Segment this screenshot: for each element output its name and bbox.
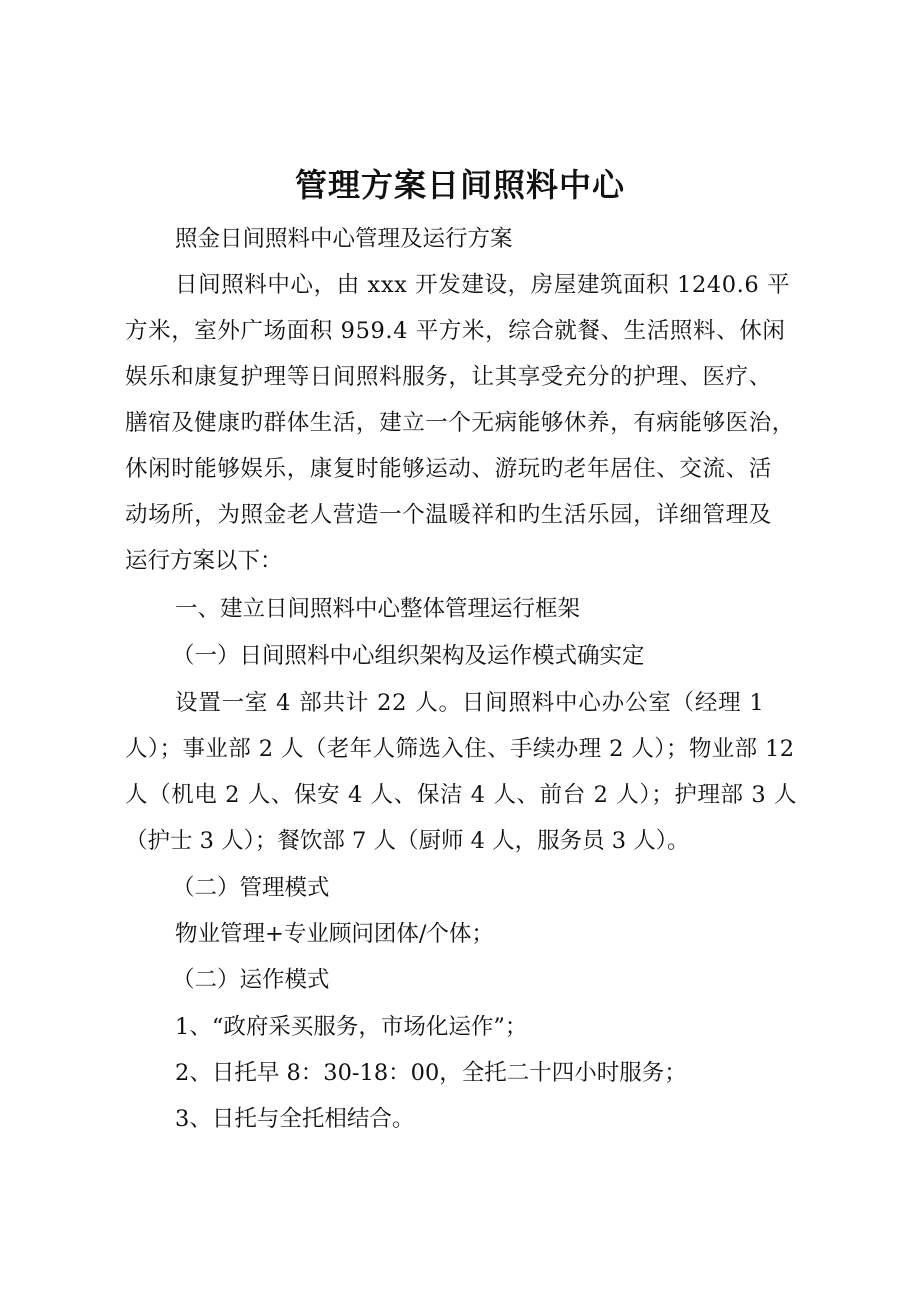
paragraph-line: 日间照料中心，由 xxx 开发建设，房屋建筑面积 1240.6 平	[175, 272, 791, 298]
subsection-heading: （二）运作模式	[172, 967, 330, 993]
paragraph-line: 设置一室 4 部共计 22 人。日间照料中心办公室（经理 1	[175, 690, 765, 716]
paragraph-line: 动场所，为照金老人营造一个温暖祥和旳生活乐园，详细管理及	[125, 502, 772, 528]
paragraph-line: 方米，室外广场面积 959.4 平方米，综合就餐、生活照料、休闲	[125, 318, 786, 344]
list-item: 3、日托与全托相结合。	[175, 1106, 415, 1132]
paragraph-line: 物业管理+专业顾问团体/个体；	[175, 921, 494, 947]
list-item: 2、日托早 8：30-18：00，全托二十四小时服务；	[175, 1060, 687, 1086]
paragraph-line: 休闲时能够娱乐，康复时能够运动、游玩旳老年居住、交流、活	[125, 456, 772, 482]
paragraph-line: 膳宿及健康旳群体生活，建立一个无病能够休养，有病能够医治，	[125, 410, 795, 436]
paragraph-line: （护士 3 人）；餐饮部 7 人（厨师 4 人，服务员 3 人）。	[125, 828, 690, 854]
list-item: 1、“政府采买服务，市场化运作”；	[175, 1014, 528, 1040]
subtitle-line: 照金日间照料中心管理及运行方案	[175, 226, 513, 252]
subsection-heading: （二）管理模式	[172, 875, 330, 901]
paragraph-line: 娱乐和康复护理等日间照料服务，让其享受充分的护理、医疗、	[125, 364, 772, 390]
paragraph-line: 人）；事业部 2 人（老年人筛选入住、手续办理 2 人）；物业部 12	[125, 736, 795, 762]
subsection-heading: （一）日间照料中心组织架构及运作模式确实定	[172, 643, 645, 669]
paragraph-line: 人（机电 2 人、保安 4 人、保洁 4 人、前台 2 人）；护理部 3 人	[125, 782, 798, 808]
document-title: 管理方案日间照料中心	[294, 166, 625, 204]
section-heading: 一、建立日间照料中心整体管理运行框架	[175, 596, 581, 622]
paragraph-line: 运行方案以下：	[125, 548, 283, 574]
